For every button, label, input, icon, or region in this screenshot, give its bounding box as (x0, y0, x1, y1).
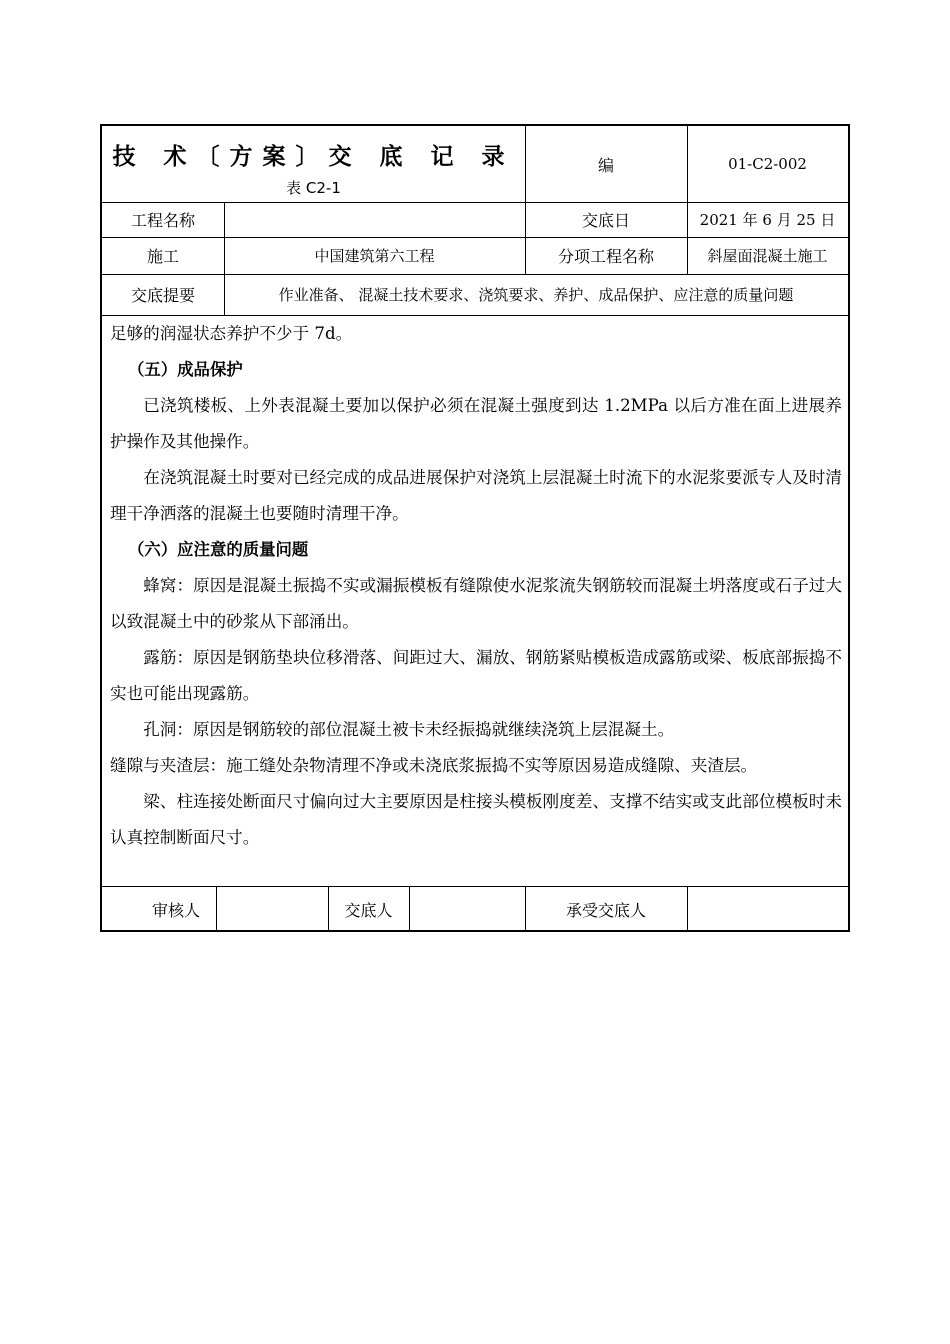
reviewer-value (216, 886, 328, 932)
summary-label: 交底提要 (130, 286, 195, 305)
subproject-label: 分项工程名称 (557, 247, 654, 266)
technical-disclosure-form (100, 124, 850, 932)
subproject-value: 斜屋面混凝土施工 (707, 247, 828, 265)
receiver-value (687, 886, 848, 932)
discloser-label: 交底人 (344, 900, 393, 920)
project-name-value (224, 202, 525, 237)
paragraph: 在浇筑混凝土时要对已经完成的成品进展保护对浇筑上层混凝土时流下的水泥浆要派专人及时清理干净洒落的混凝土也要随时清理干净。 (110, 468, 842, 523)
form-number: 表 C2-1 (286, 178, 341, 197)
section-heading-product-protection: （五）成品保护 (128, 360, 243, 379)
paragraph: 孔洞：原因是钢筋较的部位混凝土被卡未经振捣就继续浇筑上层混凝土。 (143, 720, 675, 739)
paragraph: 露筋：原因是钢筋垫块位移滑落、间距过大、漏放、钢筋紧贴模板造成露筋或梁、板底部振捣不实也可能出现露筋。 (110, 648, 842, 703)
construction-value: 中国建筑第六工程 (314, 247, 435, 265)
form-title: 技 术〔方案〕交 底 记 录 (112, 143, 515, 170)
summary-value: 作业准备、 混凝土技术要求、浇筑要求、养护、成品保护、应注意的质量问题 (278, 286, 794, 304)
reviewer-label: 审核人 (151, 900, 200, 920)
paragraph: 蜂窝：原因是混凝土振捣不实或漏振模板有缝隙使水泥浆流失钢筋较而混凝土坍落度或石子过大以致混凝土中的砂浆从下部涌出。 (110, 576, 842, 631)
disclosure-content (110, 316, 842, 856)
paragraph: 足够的润湿状态养护不少于 7d。 (110, 324, 353, 343)
date-value: 2021 年 6 月 25 日 (699, 211, 836, 229)
paragraph: 缝隙与夹渣层：施工缝处杂物清理不净或未浇底浆振捣不实等原因易造成缝隙、夹渣层。 (110, 756, 758, 775)
construction-label: 施工 (146, 247, 179, 266)
code-label: 编 (597, 155, 614, 175)
date-label: 交底日 (581, 211, 630, 230)
code-value: 01-C2-002 (728, 155, 807, 173)
discloser-value (409, 886, 525, 932)
section-heading-quality-issues: （六）应注意的质量问题 (128, 540, 309, 559)
paragraph: 梁、柱连接处断面尺寸偏向过大主要原因是柱接头模板刚度差、支撑不结实或支此部位模板时未认真控制断面尺寸。 (110, 792, 842, 847)
project-name-label: 工程名称 (130, 211, 195, 230)
paragraph: 已浇筑楼板、上外表混凝土要加以保护必须在混凝土强度到达 1.2MPa 以后方准在面上进展养护操作及其他操作。 (110, 396, 842, 451)
receiver-label: 承受交底人 (565, 900, 646, 920)
